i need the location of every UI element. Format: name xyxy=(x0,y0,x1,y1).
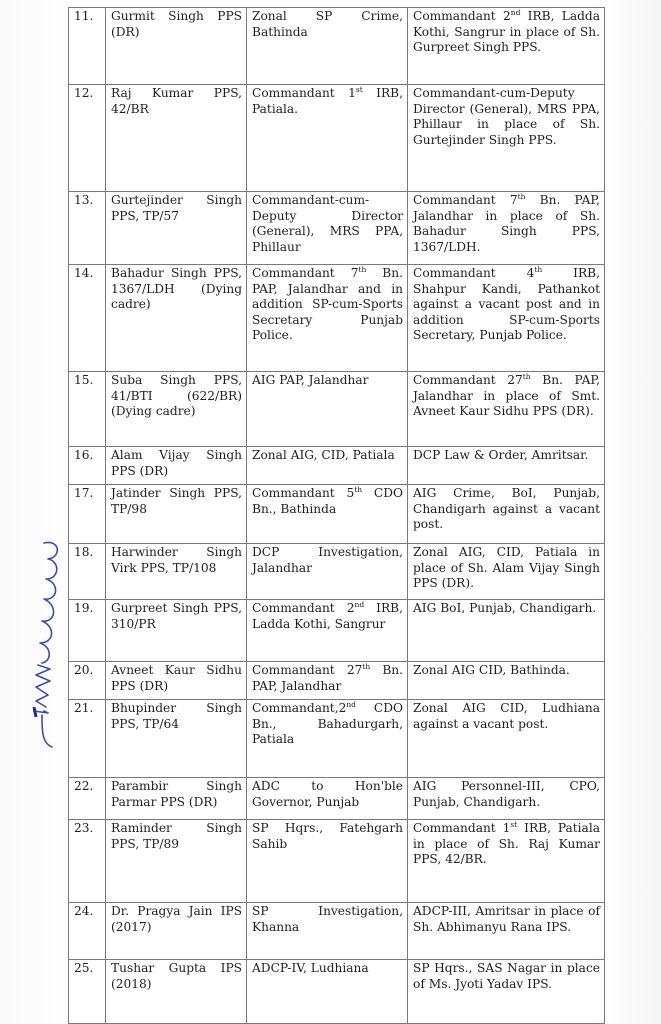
new-posting: Commandant 4th IRB, Shahpur Kandi, Pathankot against a vacant post and in addition SP-cum-Sports Secretary, Punjab Police. xyxy=(408,265,605,372)
officer-name: Bahadur Singh PPS, 1367/LDH (Dying cadre) xyxy=(106,265,247,372)
officer-name: Gurtejinder Singh PPS, TP/57 xyxy=(106,192,247,265)
current-posting: Zonal AIG, CID, Patiala xyxy=(247,447,408,485)
officer-name: Gurmit Singh PPS (DR) xyxy=(106,8,247,85)
table-row xyxy=(69,447,605,485)
new-posting: SP Hqrs., SAS Nagar in place of Ms. Jyoti Yadav IPS. xyxy=(408,960,605,1024)
new-posting: Commandant 7th Bn. PAP, Jalandhar in place of Sh. Bahadur Singh PPS, 1367/LDH. xyxy=(408,192,605,265)
new-posting: Commandant 27th Bn. PAP, Jalandhar in place of Smt. Avneet Kaur Sidhu PPS (DR). xyxy=(408,372,605,447)
officer-name: Raj Kumar PPS, 42/BR xyxy=(106,85,247,192)
new-posting: ADCP-III, Amritsar in place of Sh. Abhimanyu Rana IPS. xyxy=(408,903,605,960)
officer-name: Parambir Singh Parmar PPS (DR) xyxy=(106,778,247,820)
table-row xyxy=(69,820,605,903)
serial-number: 25. xyxy=(69,960,106,1024)
handwritten-signature xyxy=(22,535,62,750)
current-posting: Commandant,2nd CDO Bn., Bahadurgarh, Patiala xyxy=(247,700,408,778)
current-posting: Zonal SP Crime, Bathinda xyxy=(247,8,408,85)
officer-name: Suba Singh PPS, 41/BTI (622/BR) (Dying cadre) xyxy=(106,372,247,447)
serial-number: 19. xyxy=(69,600,106,662)
table-row xyxy=(69,8,605,85)
serial-number: 24. xyxy=(69,903,106,960)
current-posting: ADC to Hon'ble Governor, Punjab xyxy=(247,778,408,820)
current-posting: Commandant 27th Bn. PAP, Jalandhar xyxy=(247,662,408,700)
serial-number: 11. xyxy=(69,8,106,85)
table-row xyxy=(69,85,605,192)
serial-number: 16. xyxy=(69,447,106,485)
new-posting: Zonal AIG CID, Ludhiana against a vacant post. xyxy=(408,700,605,778)
new-posting: Commandant-cum-Deputy Director (General), MRS PPA, Phillaur in place of Sh. Gurtejinder Singh PPS. xyxy=(408,85,605,192)
table-row xyxy=(69,662,605,700)
current-posting: Commandant 1st IRB, Patiala. xyxy=(247,85,408,192)
table-row xyxy=(69,192,605,265)
new-posting: Commandant 2nd IRB, Ladda Kothi, Sangrur in place of Sh. Gurpreet Singh PPS. xyxy=(408,8,605,85)
new-posting: AIG BoI, Punjab, Chandigarh. xyxy=(408,600,605,662)
table-row xyxy=(69,903,605,960)
current-posting: Commandant 2nd IRB, Ladda Kothi, Sangrur xyxy=(247,600,408,662)
serial-number: 21. xyxy=(69,700,106,778)
table-row xyxy=(69,600,605,662)
transfer-orders-table xyxy=(68,7,605,1024)
officer-name: Bhupinder Singh PPS, TP/64 xyxy=(106,700,247,778)
serial-number: 20. xyxy=(69,662,106,700)
new-posting: AIG Personnel-III, CPO, Punjab, Chandigarh. xyxy=(408,778,605,820)
table-row xyxy=(69,544,605,600)
serial-number: 14. xyxy=(69,265,106,372)
table-row xyxy=(69,960,605,1024)
serial-number: 23. xyxy=(69,820,106,903)
officer-name: Jatinder Singh PPS, TP/98 xyxy=(106,485,247,544)
table-row xyxy=(69,700,605,778)
current-posting: Commandant 5th CDO Bn., Bathinda xyxy=(247,485,408,544)
new-posting: Commandant 1st IRB, Patiala in place of Sh. Raj Kumar PPS, 42/BR. xyxy=(408,820,605,903)
new-posting: DCP Law & Order, Amritsar. xyxy=(408,447,605,485)
officer-name: Tushar Gupta IPS (2018) xyxy=(106,960,247,1024)
current-posting: DCP Investigation, Jalandhar xyxy=(247,544,408,600)
serial-number: 12. xyxy=(69,85,106,192)
serial-number: 22. xyxy=(69,778,106,820)
officer-name: Alam Vijay Singh PPS (DR) xyxy=(106,447,247,485)
current-posting: Commandant 7th Bn. PAP, Jalandhar and in addition SP-cum-Sports Secretary Punjab Police. xyxy=(247,265,408,372)
current-posting: AIG PAP, Jalandhar xyxy=(247,372,408,447)
serial-number: 18. xyxy=(69,544,106,600)
current-posting: SP Hqrs., Fatehgarh Sahib xyxy=(247,820,408,903)
officer-name: Avneet Kaur Sidhu PPS (DR) xyxy=(106,662,247,700)
officer-name: Raminder Singh PPS, TP/89 xyxy=(106,820,247,903)
table-row xyxy=(69,265,605,372)
current-posting: ADCP-IV, Ludhiana xyxy=(247,960,408,1024)
table-row xyxy=(69,778,605,820)
officer-name: Dr. Pragya Jain IPS (2017) xyxy=(106,903,247,960)
current-posting: Commandant-cum-Deputy Director (General), MRS PPA, Phillaur xyxy=(247,192,408,265)
serial-number: 17. xyxy=(69,485,106,544)
table-row xyxy=(69,485,605,544)
officer-name: Harwinder Singh Virk PPS, TP/108 xyxy=(106,544,247,600)
serial-number: 13. xyxy=(69,192,106,265)
new-posting: AIG Crime, BoI, Punjab, Chandigarh against a vacant post. xyxy=(408,485,605,544)
new-posting: Zonal AIG, CID, Patiala in place of Sh. Alam Vijay Singh PPS (DR). xyxy=(408,544,605,600)
new-posting: Zonal AIG CID, Bathinda. xyxy=(408,662,605,700)
officer-name: Gurpreet Singh PPS, 310/PR xyxy=(106,600,247,662)
current-posting: SP Investigation, Khanna xyxy=(247,903,408,960)
serial-number: 15. xyxy=(69,372,106,447)
table-row xyxy=(69,372,605,447)
